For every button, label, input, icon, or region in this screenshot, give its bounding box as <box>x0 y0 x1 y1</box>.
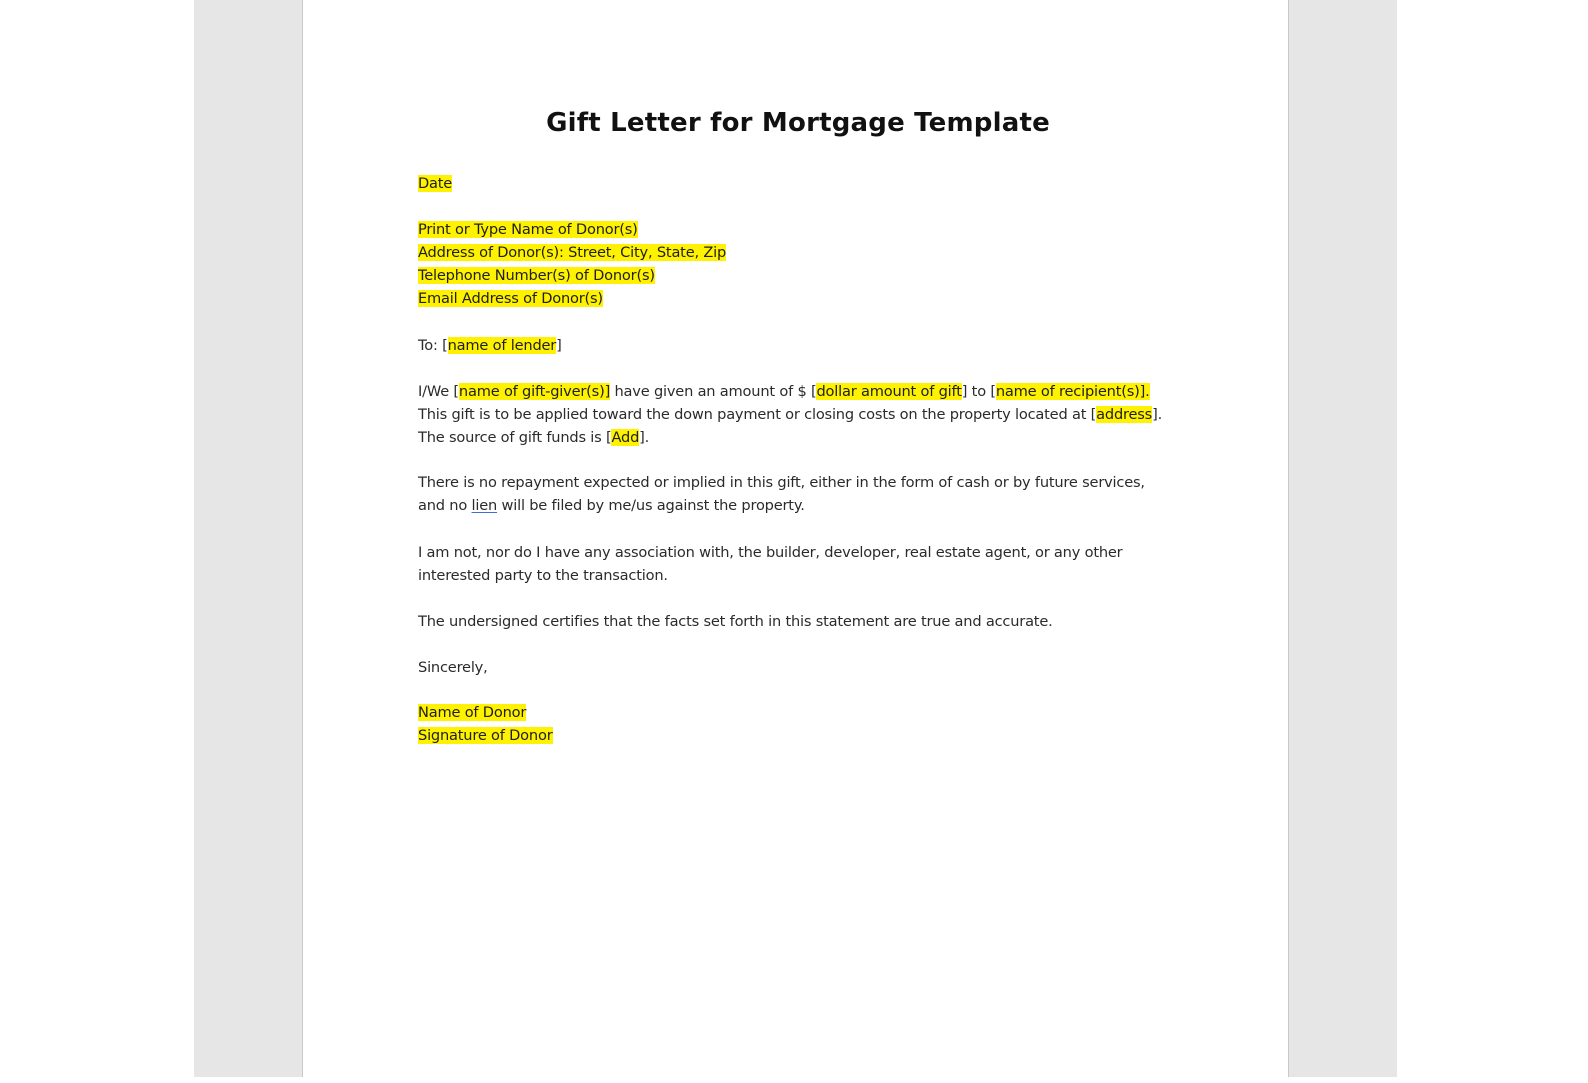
para2-text-b: will be filed by me/us against the property. <box>497 497 805 514</box>
para1-text-a: I/We [ <box>418 383 459 400</box>
para1-line1 <box>418 380 1150 403</box>
date-line <box>418 172 452 195</box>
document-title: Gift Letter for Mortgage Template <box>546 108 1050 138</box>
para1-text-f: The source of gift funds is [ <box>418 429 612 446</box>
lender-placeholder: name of lender <box>447 337 557 354</box>
para1-line3 <box>418 426 649 449</box>
to-prefix: To: [ <box>418 337 448 354</box>
closing-line: Sincerely, <box>418 659 488 676</box>
donor-phone-line <box>418 264 655 287</box>
donor-phone-placeholder: Telephone Number(s) of Donor(s) <box>418 267 655 284</box>
para1-text-e: ]. <box>1152 406 1163 423</box>
certification-line: The undersigned certifies that the facts set forth in this statement are true and accurate. <box>418 613 1053 630</box>
donor-name-line <box>418 218 638 241</box>
para1-text-g: ]. <box>639 429 650 446</box>
date-placeholder: Date <box>418 175 453 192</box>
to-suffix: ] <box>556 337 562 354</box>
signature-placeholder: Signature of Donor <box>418 727 553 744</box>
lien-link[interactable]: lien <box>471 497 498 514</box>
funds-source-placeholder: Add <box>611 429 640 446</box>
donor-address-line <box>418 241 726 264</box>
para1-text-c: ] to [ <box>961 383 996 400</box>
document-page[interactable] <box>302 0 1289 1077</box>
gift-amount-placeholder: dollar amount of gift <box>816 383 962 400</box>
donor-name-placeholder: Print or Type Name of Donor(s) <box>418 221 638 238</box>
signer-name-placeholder: Name of Donor <box>418 704 527 721</box>
gift-giver-placeholder: name of gift-giver(s)] <box>458 383 611 400</box>
donor-address-placeholder: Address of Donor(s): Street, City, State, Zip <box>418 244 727 261</box>
para1-text-b: have given an amount of $ [ <box>610 383 817 400</box>
para1-text-d: This gift is to be applied toward the down payment or closing costs on the property located at [ <box>418 406 1097 423</box>
para3-line2: interested party to the transaction. <box>418 567 668 584</box>
signature-line <box>418 724 553 747</box>
para2-line1: There is no repayment expected or implied in this gift, either in the form of cash or by future services, <box>418 474 1145 491</box>
para1-line2 <box>418 403 1162 426</box>
para2-line2 <box>418 494 805 517</box>
donor-email-line <box>418 287 603 310</box>
para2-text-a: and no <box>418 497 472 514</box>
property-address-placeholder: address <box>1096 406 1153 423</box>
recipient-placeholder: name of recipient(s)]. <box>995 383 1150 400</box>
donor-email-placeholder: Email Address of Donor(s) <box>418 290 603 307</box>
to-line <box>418 334 562 357</box>
para3-line1: I am not, nor do I have any association with, the builder, developer, real estate agent, or any other <box>418 544 1123 561</box>
signer-name-line <box>418 701 526 724</box>
